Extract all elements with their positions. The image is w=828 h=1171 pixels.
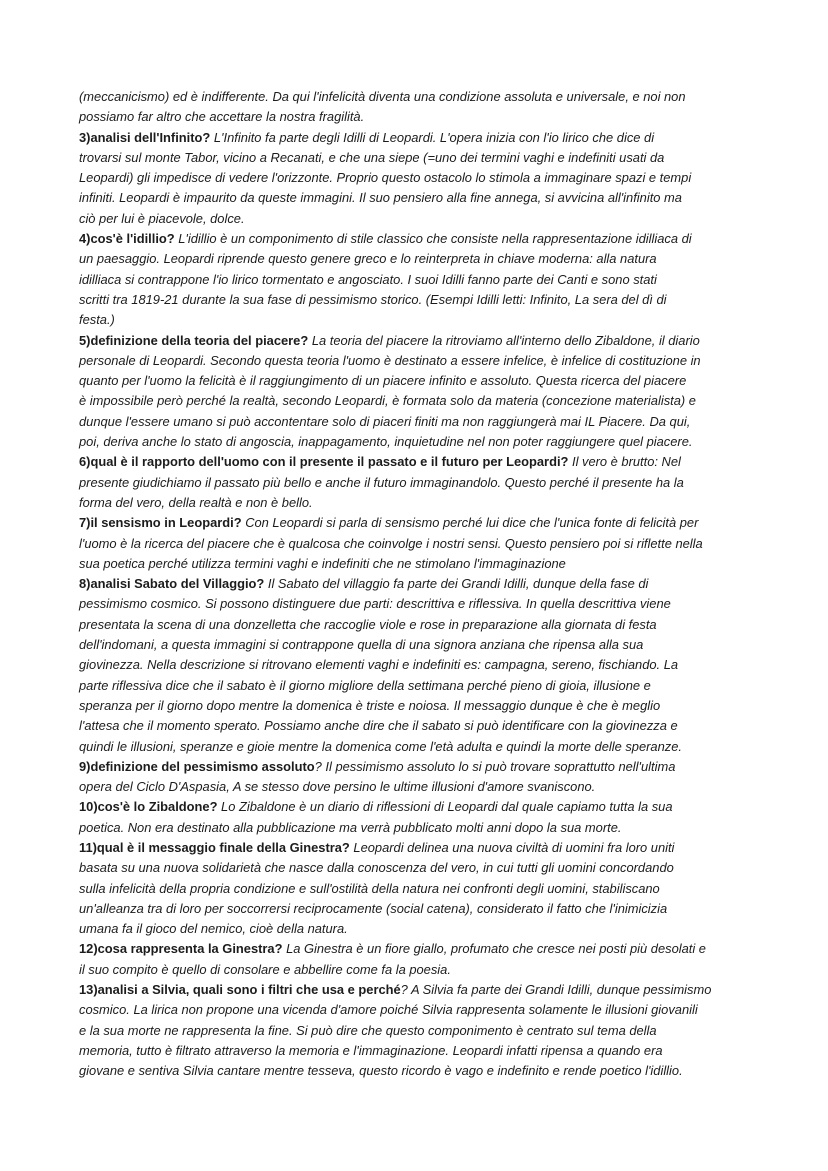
answer-line: cosmico. La lirica non propone una vicenda d'amore poiché Silvia rappresenta solamente le illusioni giovanili <box>79 1002 698 1018</box>
answer-line: l'attesa che il momento sperato. Possiamo anche dire che il sabato si può identificare con la giovinezza e <box>79 718 678 734</box>
question-text: 8)analisi Sabato del Villaggio? <box>79 576 265 592</box>
answer-line: ciò per lui è piacevole, dolce. <box>79 210 245 226</box>
qa-first-line <box>79 452 749 472</box>
question-text: 5)definizione della teoria del piacere? <box>79 332 309 348</box>
answer-line: sua poetica perché utilizza termini vaghi e indefiniti che ne stimolano l'immaginazione <box>79 555 566 571</box>
answer-line: opera del Ciclo D'Aspasia, A se stesso dove persino le ultime illusioni d'amore svaniscono. <box>79 779 596 795</box>
answer-text: Il Sabato del villaggio fa parte dei Grandi Idilli, dunque della fase di <box>264 576 649 592</box>
answer-text: L'Infinito fa parte degli Idilli di Leopardi. L'opera inizia con l'io lirico che dice di <box>210 129 655 145</box>
answer-line: festa.) <box>79 312 115 328</box>
answer-text: Lo Zibaldone è un diario di riflessioni di Leopardi dal quale capiamo tutta la sua <box>217 799 673 815</box>
qa-first-line <box>79 838 749 858</box>
qa-first-line <box>79 229 749 249</box>
answer-line: memoria, tutto è filtrato attraverso la memoria e l'immaginazione. Leopardi infatti ripensa a quando era <box>79 1042 663 1058</box>
answer-text: Con Leopardi si parla di sensismo perché lui dice che l'unica fonte di felicità per <box>241 515 699 531</box>
qa-first-line <box>79 331 749 351</box>
answer-text: ? Il pessimismo assoluto lo si può trovare soprattutto nell'ultima <box>314 758 676 774</box>
answer-line: dunque l'essere umano si può accontentare solo di piaceri finiti ma non raggiungerà mai IL Piacere. Da qui, <box>79 413 691 429</box>
qa-item-4 <box>79 229 749 330</box>
qa-first-line <box>79 757 749 777</box>
answer-line: il suo compito è quello di consolare e abbellire come fa la poesia. <box>79 961 451 977</box>
question-text: 3)analisi dell'Infinito? <box>79 129 211 145</box>
qa-first-line <box>79 939 749 959</box>
answer-line: personale di Leopardi. Secondo questa teoria l'uomo è destinato a essere infelice, è infelice di costituzione in <box>79 352 701 368</box>
answer-line: poetica. Non era destinato alla pubblicazione ma verrà pubblicato molti anni dopo la sua morte. <box>79 819 622 835</box>
answer-line: Leopardi) gli impedisce di vedere l'orizzonte. Proprio questo ostacolo lo stimola a immaginare spazi e tempi <box>79 170 692 186</box>
qa-first-line <box>79 128 749 148</box>
answer-line: un'alleanza tra di loro per soccorrersi reciprocamente (social catena), considerato il fatto che l'inimicizia <box>79 900 668 916</box>
answer-line: dell'indomani, a questa immagini si contrappone quella di una signora anziana che ripensa alla sua <box>79 637 644 653</box>
qa-item-7 <box>79 513 749 574</box>
question-text: 9)definizione del pessimismo assoluto <box>79 758 315 774</box>
answer-line: poi, deriva anche lo stato di angoscia, inappagamento, inquietudine nel non poter raggiungere quel piacere. <box>79 434 693 450</box>
document-page <box>79 87 749 1082</box>
answer-line: trovarsi sul monte Tabor, vicino a Recanati, e che una siepe (=uno dei termini vaghi e indefiniti usati da <box>79 149 665 165</box>
answer-text: ? A Silvia fa parte dei Grandi Idilli, dunque pessimismo <box>400 982 712 998</box>
qa-item-11 <box>79 838 749 939</box>
qa-first-line <box>79 513 749 533</box>
answer-text: Leopardi delinea una nuova civiltà di uomini fra loro uniti <box>349 839 675 855</box>
qa-item-9 <box>79 757 749 798</box>
question-text: 4)cos'è l'idillio? <box>79 231 175 247</box>
answer-line: giovane e sentiva Silvia cantare mentre tesseva, questo ricordo è vago e indefinito e rende poetico l'idillio. <box>79 1063 683 1079</box>
answer-line: parte riflessiva dice che il sabato è il giorno migliore della settimana perché pieno di gioia, illusione e <box>79 677 651 693</box>
answer-line: quanto per l'uomo la felicità è il raggiungimento di un piacere infinito e assoluto. Questa ricerca del piacere <box>79 373 687 389</box>
qa-item-5 <box>79 331 749 453</box>
answer-line: scritti tra 1819-21 durante la sua fase di pessimismo storico. (Esempi Idilli letti: Infinito, La sera del dì di <box>79 291 667 307</box>
answer-line: è impossibile però perché la realtà, secondo Leopardi, è formata solo da materia (concezione materialista) e <box>79 393 696 409</box>
answer-line: basata su una nuova solidarietà che nasce dalla conoscenza del vero, in cui tutti gli uomini concordando <box>79 860 674 876</box>
answer-line: un paesaggio. Leopardi riprende questo genere greco e lo reinterpreta in chiave moderna: alla natura <box>79 251 657 267</box>
answer-line: speranza per il giorno dopo mentre la domenica è triste e noiosa. Il messaggio dunque è che è meglio <box>79 697 661 713</box>
qa-item-12 <box>79 939 749 980</box>
answer-line: quindi le illusioni, speranze e gioie mentre la domenica come l'età adulta e quindi la morte delle speranze. <box>79 738 682 754</box>
question-text: 7)il sensismo in Leopardi? <box>79 515 242 531</box>
answer-line: presente giudichiamo il passato più bello e anche il futuro immaginandolo. Questo perché il presente ha la <box>79 474 684 490</box>
answer-line: umana fa il gioco del nemico, cioè della natura. <box>79 921 348 937</box>
answer-line: e la sua morte ne rappresenta la fine. Si può dire che questo componimento è centrato sul tema della <box>79 1022 657 1038</box>
intro-paragraph <box>79 87 749 128</box>
answer-line: presentata la scena di una donzelletta che raccoglie viole e rose in preparazione alla giornata di festa <box>79 616 657 632</box>
answer-line: idilliaca si contrappone l'io lirico tormentato e angosciato. I suoi Idilli fanno parte dei Canti e sono stati <box>79 271 657 287</box>
answer-line: sulla infelicità della propria condizione e sull'ostilità della natura nei confronti degli uomini, stabiliscano <box>79 880 660 896</box>
qa-item-10 <box>79 797 749 838</box>
answer-line: pessimismo cosmico. Si possono distinguere due parti: descrittiva e riflessiva. In quella descrittiva viene <box>79 596 671 612</box>
qa-item-8 <box>79 574 749 757</box>
qa-item-6 <box>79 452 749 513</box>
answer-line: giovinezza. Nella descrizione si ritrovano elementi vaghi e indefiniti es: campagna, sereno, fischiando. La <box>79 657 679 673</box>
qa-first-line <box>79 980 749 1000</box>
qa-first-line <box>79 574 749 594</box>
qa-first-line <box>79 797 749 817</box>
question-text: 11)qual è il messaggio finale della Ginestra? <box>79 839 350 855</box>
answer-text: L'idillio è un componimento di stile classico che consiste nella rappresentazione idilliaca di <box>174 231 692 247</box>
answer-line: l'uomo è la ricerca del piacere che è qualcosa che coinvolge i nostri sensi. Questo pensiero poi si riflette nella <box>79 535 703 551</box>
answer-line: infiniti. Leopardi è impaurito da queste immagini. Il suo pensiero alla fine annega, si avvicina all'infinito ma <box>79 190 682 206</box>
intro-line: (meccanicismo) ed è indifferente. Da qui l'infelicità diventa una condizione assoluta e universale, e noi non <box>79 89 686 104</box>
answer-text: La Ginestra è un fiore giallo, profumato che cresce nei posti più desolati e <box>282 941 706 957</box>
qa-item-3 <box>79 128 749 229</box>
question-text: 10)cos'è lo Zibaldone? <box>79 799 218 815</box>
answer-line: forma del vero, della realtà e non è bello. <box>79 494 313 510</box>
intro-line: possiamo far altro che accettare la nostra fragilità. <box>79 109 365 125</box>
answer-text: Il vero è brutto: Nel <box>568 454 681 470</box>
answer-text: La teoria del piacere la ritroviamo all'interno dello Zibaldone, il diario <box>308 332 700 348</box>
question-text: 13)analisi a Silvia, quali sono i filtri che usa e perché <box>79 982 401 998</box>
qa-item-13 <box>79 980 749 1081</box>
question-text: 12)cosa rappresenta la Ginestra? <box>79 941 283 957</box>
question-text: 6)qual è il rapporto dell'uomo con il presente il passato e il futuro per Leopardi? <box>79 454 569 470</box>
